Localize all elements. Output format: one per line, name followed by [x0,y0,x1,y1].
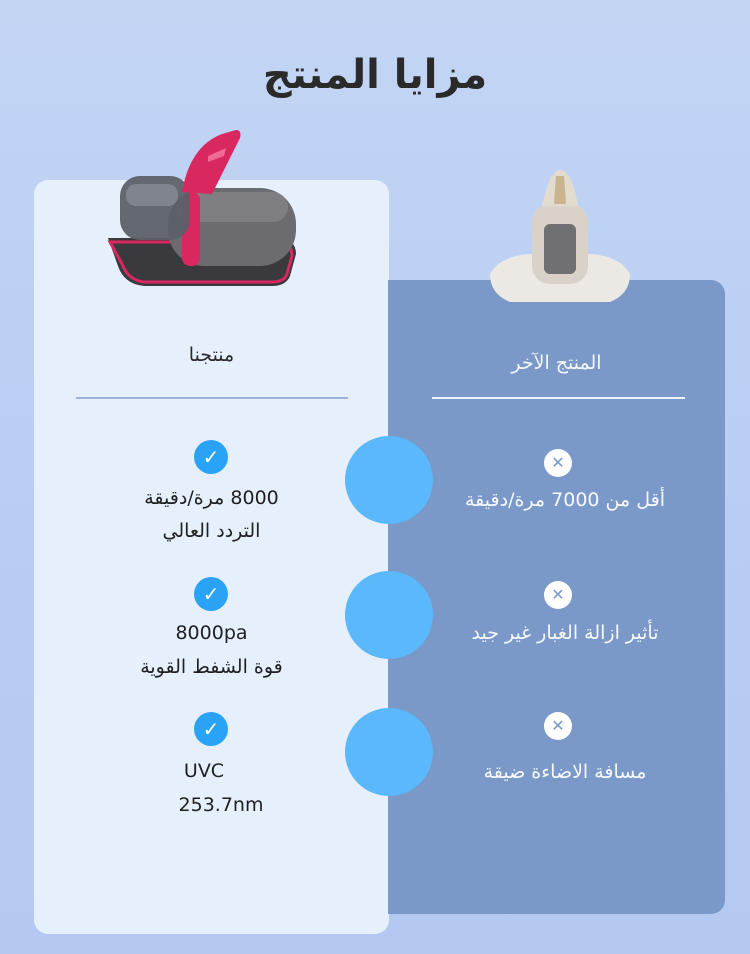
our-product-image [104,126,304,306]
our-feature-value: UVC [183,760,225,782]
check-icon: ✓ [194,577,228,611]
check-icon: ✓ [194,712,228,746]
other-feature-text: أقل من 7000 مرة/دقيقة [465,489,665,511]
our-feature-value: 8000 مرة/دقيقة [144,487,279,509]
close-icon: ✕ [544,581,572,609]
our-feature-value: 8000pa [175,622,248,644]
check-icon: ✓ [194,440,228,474]
our-feature-label: قوة الشفط القوية [140,656,283,678]
row-divider-circle [345,571,433,659]
our-feature-label: 253.7nm [178,794,264,816]
close-icon: ✕ [544,449,572,477]
other-feature-text: مسافة الاضاءة ضيقة [483,761,647,783]
other-column-divider [432,397,685,399]
our-feature-label: التردد العالي [162,520,261,542]
our-product-heading: منتجنا [188,344,235,366]
close-icon: ✕ [544,712,572,740]
other-product-image [480,164,640,324]
other-product-heading: المنتج الآخر [511,352,602,374]
page-title: مزايا المنتج [262,52,488,98]
our-column-divider [76,397,348,399]
other-feature-text: تأثير ازالة الغبار غير جيد [471,622,659,644]
